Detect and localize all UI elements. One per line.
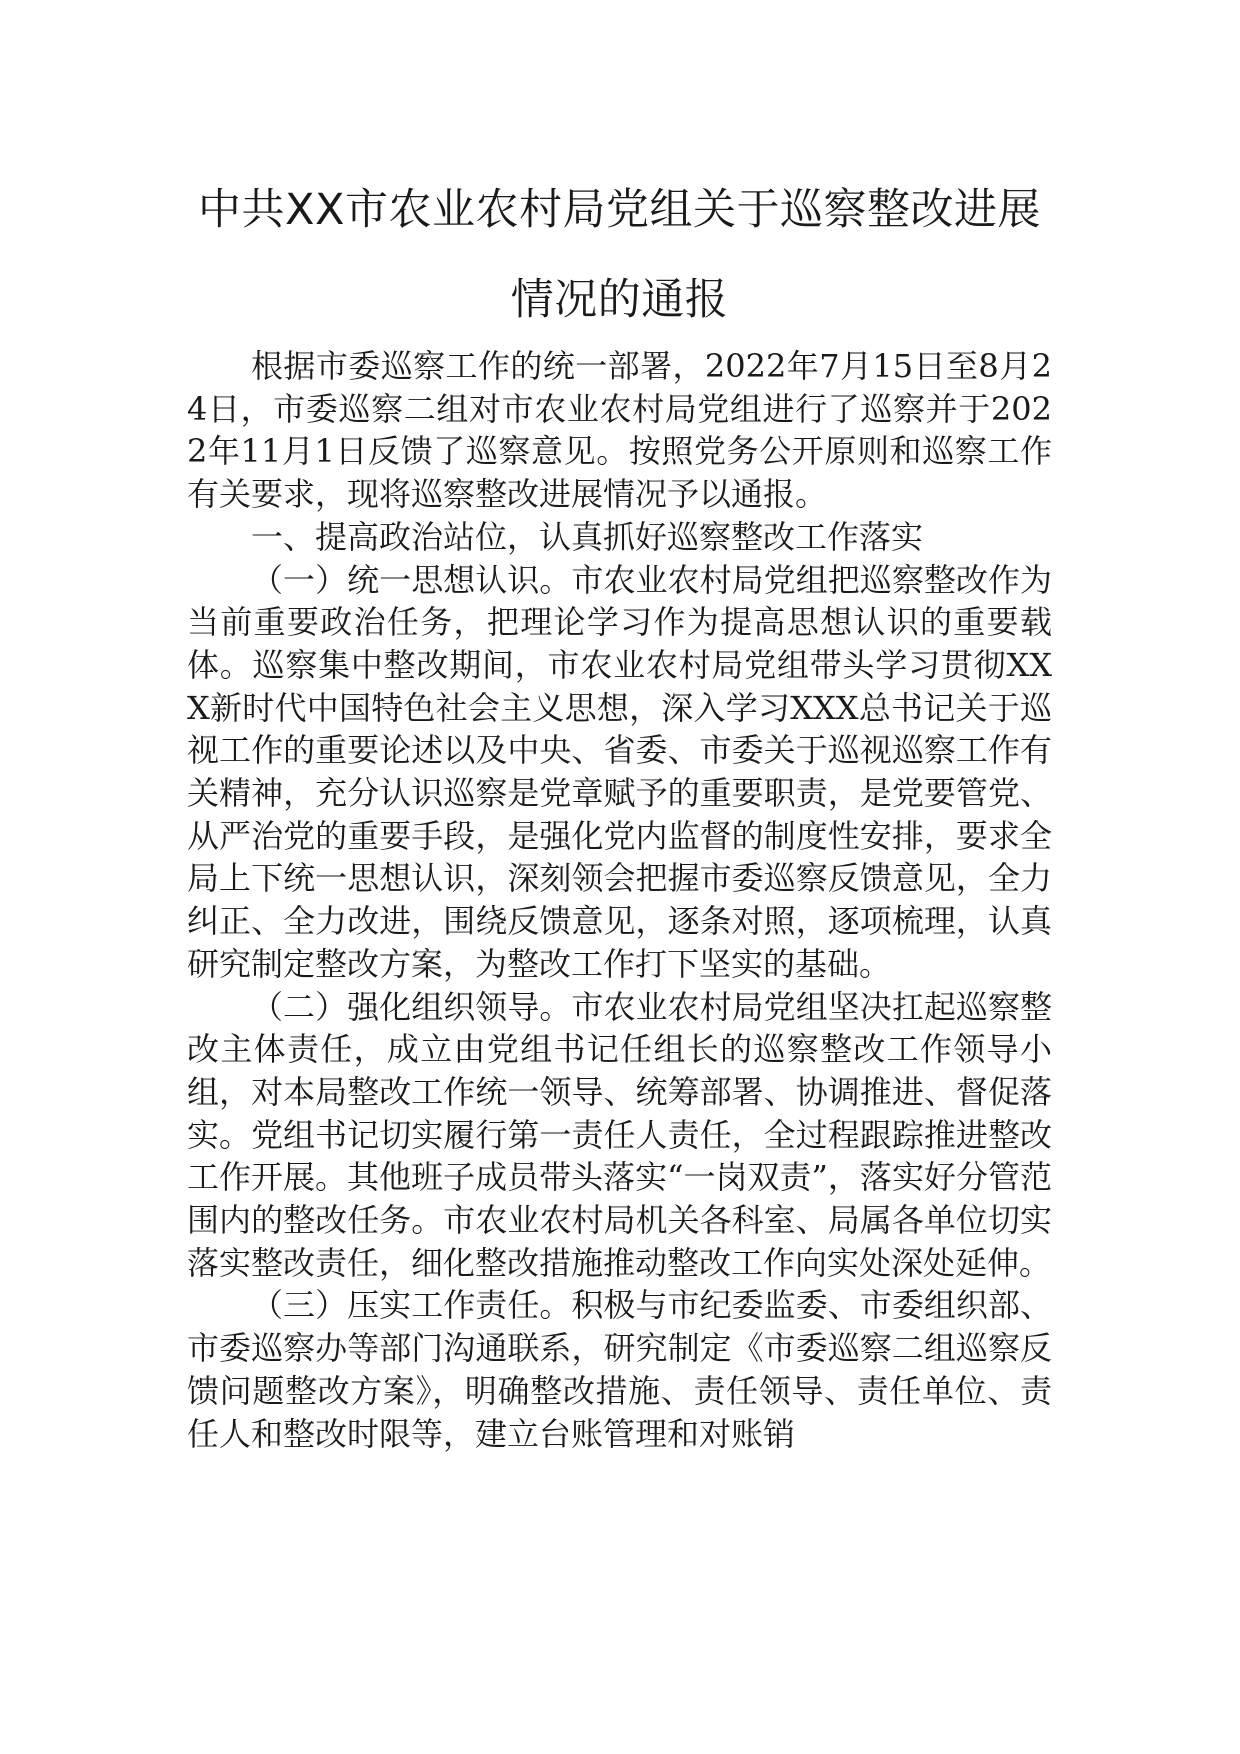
paragraph-organization-leadership: （二）强化组织领导。市农业农村局党组坚决扛起巡察整改主体责任，成立由党组书记任组长的巡察整改工作领导小组，对本局整改工作统一领导、统筹部署、协调推进、督促落实。党组书记切实履行第一责任人责任，全过程跟踪推进整改工作开展。其他班子成员带头落实“一岗双责”，落实好分管范围内的整改任务。市农业农村局机关各科室、局属各单位切实落实整改责任，细化整改措施推动整改工作向实处深处延伸。: [187, 987, 1052, 1282]
section-heading-1: 一、提高政治站位，认真抓好巡察整改工作落实: [251, 517, 924, 556]
paragraph-work-responsibility: （三）压实工作责任。积极与市纪委监委、市委组织部、市委巡察办等部门沟通联系，研究制定《市委巡察二组巡察反馈问题整改方案》，明确整改措施、责任领导、责任单位、责任人和整改时限等，建立台账管理和对账销: [187, 1286, 1052, 1453]
document-body: [187, 165, 1052, 1455]
document-title: 中共XX市农业农村局党组关于巡察整改进展情况的通报: [198, 185, 1041, 325]
intro-paragraph: 根据市委巡察工作的统一部署，2022年7月15日至8月24日，市委巡察二组对市农业农村局党组进行了巡察并于2022年11月1日反馈了巡察意见。按照党务公开原则和巡察工作有关要求，现将巡察整改进展情况予以通报。: [187, 347, 1052, 514]
paragraph-unify-thinking: （一）统一思想认识。市农业农村局党组把巡察整改作为当前重要政治任务，把理论学习作为提高思想认识的重要载体。巡察集中整改期间，市农业农村局党组带头学习贯彻XXX新时代中国特色社会主义思想，深入学习XXX总书记关于巡视工作的重要论述以及中央、省委、市委关于巡视巡察工作有关精神，充分认识巡察是党章赋予的重要职责，是党要管党、从严治党的重要手段，是强化党内监督的制度性安排，要求全局上下统一思想认识，深刻领会把握市委巡察反馈意见，全力纠正、全力改进，围绕反馈意见，逐条对照，逐项梳理，认真研究制定整改方案，为整改工作打下坚实的基础。: [187, 560, 1052, 983]
